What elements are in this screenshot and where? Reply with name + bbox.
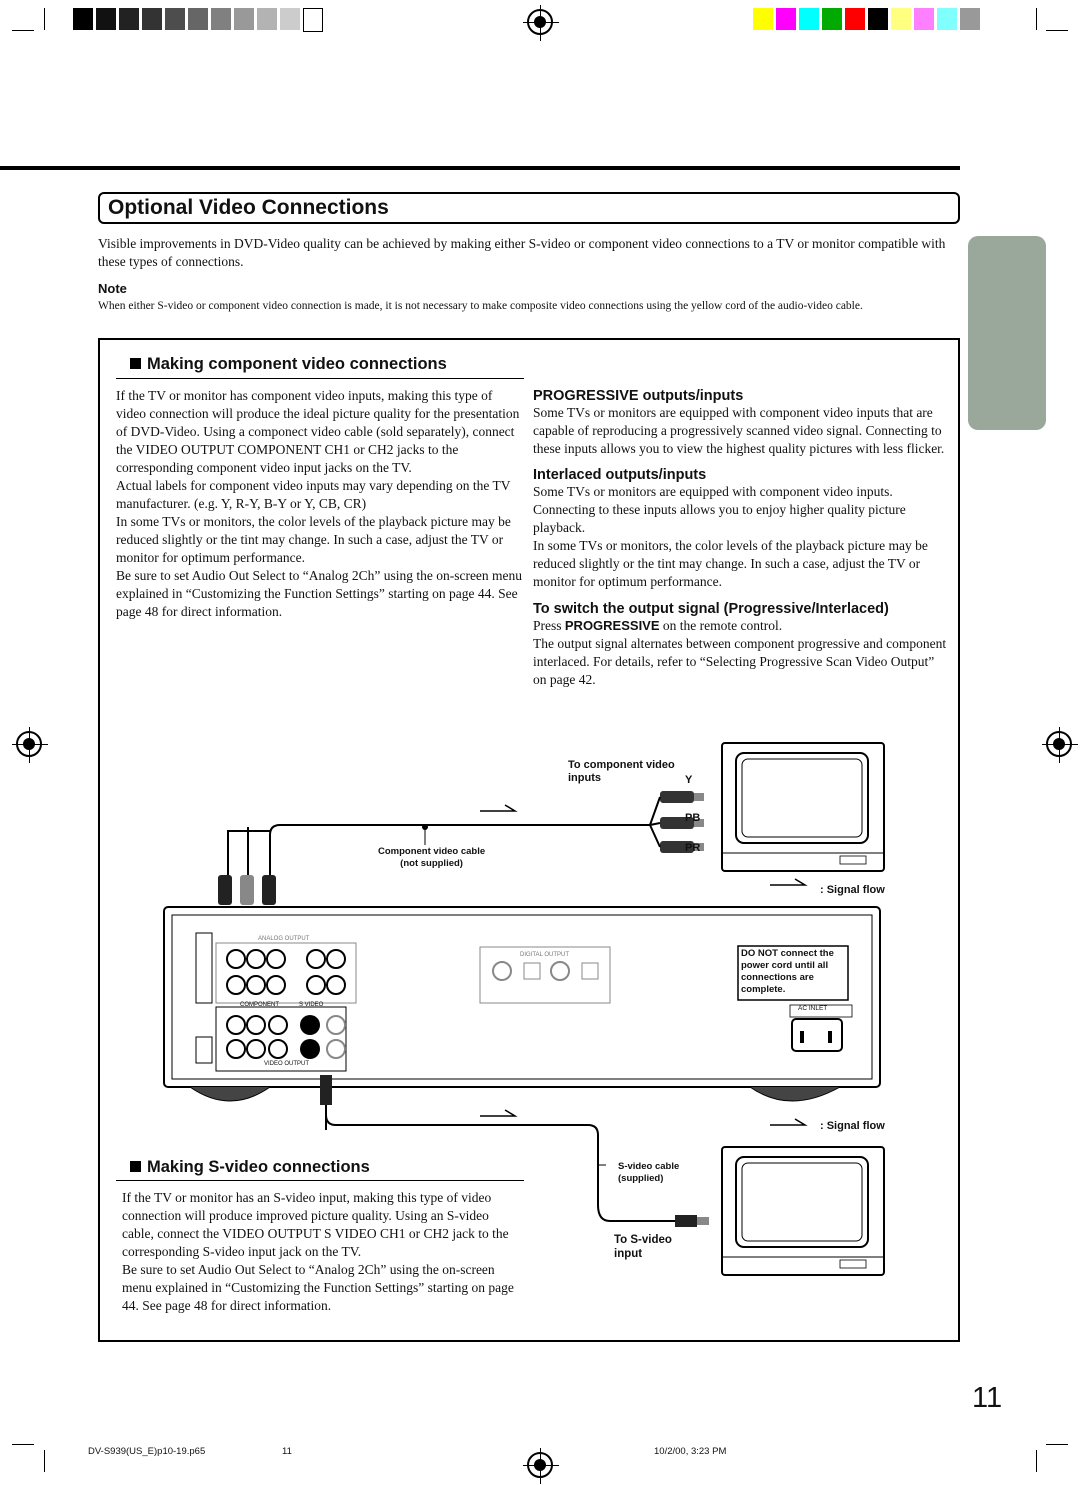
note-heading: Note bbox=[98, 281, 127, 296]
analog-output-label: ANALOG OUTPUT bbox=[258, 936, 310, 942]
color-swatch bbox=[776, 8, 796, 30]
component-p2: Actual labels for component video inputs may vary depending on the TV manufacturer. (e.g. Y, R-Y, B-Y or Y, CB, CR) bbox=[116, 478, 511, 511]
footer-sheet: 11 bbox=[282, 1446, 292, 1457]
side-tab bbox=[968, 236, 1046, 430]
registration-mark-icon bbox=[16, 731, 42, 757]
label-line: Component video cable bbox=[378, 846, 486, 857]
registration-mark-icon bbox=[527, 1452, 553, 1478]
label-line: (supplied) bbox=[618, 1173, 664, 1184]
svideo-jack-label: S VIDEO bbox=[299, 1002, 324, 1008]
interlaced-heading: Interlaced outputs/inputs bbox=[533, 467, 707, 483]
divider bbox=[116, 378, 524, 379]
crop-mark bbox=[1036, 8, 1037, 30]
warning-line: power cord until all bbox=[741, 960, 829, 971]
divider bbox=[116, 1180, 524, 1181]
jack-pb-label: PB bbox=[685, 812, 701, 824]
to-component-inputs-label bbox=[568, 759, 675, 785]
label-line: input bbox=[614, 1248, 643, 1260]
svideo-p2: Be sure to set Audio Out Select to “Analog 2Ch” using the on-screen menu explained in “Customizing the Function Settings” starting on page 44. See page 48 for direct information. bbox=[122, 1262, 514, 1313]
gray-swatch bbox=[73, 8, 93, 30]
warning-line: DO NOT connect the bbox=[741, 948, 834, 959]
signal-flow-legend: : Signal flow bbox=[820, 884, 885, 896]
ac-inlet-label: AC INLET bbox=[798, 1005, 828, 1012]
crop-mark bbox=[1036, 1450, 1037, 1472]
power-warning-box bbox=[741, 948, 834, 996]
label-line: (not supplied) bbox=[400, 858, 463, 869]
svideo-p1: If the TV or monitor has an S-video input, making this type of video connection will produce improved picture quality. Using an S-video cable, connect the VIDEO OUTPUT S VIDEO CH1 or CH2 jack to the corresponding S-video input jack on the TV. bbox=[122, 1190, 509, 1259]
component-heading: Making component video connections bbox=[130, 355, 447, 374]
color-swatch bbox=[937, 8, 957, 30]
svideo-cable-label bbox=[618, 1161, 679, 1185]
svideo-text bbox=[122, 1189, 522, 1315]
warning-line: connections are bbox=[741, 972, 814, 983]
color-swatch bbox=[845, 8, 865, 30]
press-suffix: on the remote control. bbox=[659, 618, 783, 633]
interlaced-p1: Some TVs or monitors are equipped with component video inputs. Connecting to these inputs allows you to enjoy higher quality picture playback. bbox=[533, 484, 906, 535]
crop-mark bbox=[1046, 1444, 1068, 1445]
gray-swatch bbox=[96, 8, 116, 30]
right-column bbox=[533, 388, 951, 689]
press-prefix: Press bbox=[533, 618, 565, 633]
page-number: 11 bbox=[972, 1382, 1003, 1414]
gray-swatch bbox=[165, 8, 185, 30]
switch-heading: To switch the output signal (Progressive/Interlaced) bbox=[533, 601, 889, 617]
digital-output-label: DIGITAL OUTPUT bbox=[520, 952, 570, 958]
tv-bottom-icon bbox=[722, 1147, 884, 1275]
component-text bbox=[116, 387, 524, 621]
component-p1: If the TV or monitor has component video inputs, making this type of video connection will produce the ideal picture quality for the presentation of DVD-Video. Using a componect video cable (sold separately), connect the VIDEO OUTPUT COMPONENT CH1 or CH2 jacks to the corresponding component video input jacks on the TV. bbox=[116, 388, 520, 475]
label-line: To S-video bbox=[614, 1234, 672, 1246]
color-swatch bbox=[914, 8, 934, 30]
top-rule bbox=[0, 166, 960, 170]
color-swatch bbox=[799, 8, 819, 30]
intro-text: Visible improvements in DVD-Video quality can be achieved by making either S-video or component video connections to a TV or monitor compatible with these types of connections. bbox=[98, 236, 946, 269]
progressive-heading: PROGRESSIVE outputs/inputs bbox=[533, 388, 744, 404]
crop-mark bbox=[44, 1450, 45, 1472]
switch-press-line bbox=[533, 617, 951, 635]
note-text: When either S-video or component video connection is made, it is not necessary to make composite video connections using the yellow cord of the audio-video cable. bbox=[98, 300, 863, 312]
crop-mark bbox=[1046, 30, 1068, 31]
progressive-text: Some TVs or monitors are equipped with component video inputs that are capable of reproducing a progressively scanned video signal. Connecting to these inputs allows you to view the highest quality pictures with less flicker. bbox=[533, 405, 945, 456]
video-output-label: VIDEO OUTPUT bbox=[264, 1061, 310, 1067]
component-cable-label bbox=[378, 846, 485, 870]
page-title: Optional Video Connections bbox=[98, 192, 960, 224]
color-swatch bbox=[960, 8, 980, 30]
jack-pr-label: PR bbox=[685, 842, 701, 854]
interlaced-p2: In some TVs or monitors, the color levels of the playback picture may be reduced slightly or the tint may change. In such a case, adjust the TV or monitor for optimum performance. bbox=[533, 538, 928, 589]
color-swatch bbox=[822, 8, 842, 30]
gray-swatch bbox=[234, 8, 254, 30]
switch-text: The output signal alternates between component progressive and component interlaced. For details, refer to “Selecting Progressive Scan Video Output” on page 42. bbox=[533, 636, 947, 687]
gray-swatch bbox=[119, 8, 139, 30]
gray-swatch bbox=[188, 8, 208, 30]
component-jack-label: COMPONENT bbox=[240, 1002, 279, 1008]
color-swatch bbox=[868, 8, 888, 30]
footer-date: 10/2/00, 3:23 PM bbox=[654, 1446, 727, 1457]
component-p4: Be sure to set Audio Out Select to “Analog 2Ch” using the on-screen menu explained in “Customizing the Function Settings” starting on page 44. See page 48 for direct information. bbox=[116, 568, 523, 619]
tv-top-icon bbox=[722, 743, 884, 871]
crop-mark bbox=[12, 30, 34, 31]
crop-mark bbox=[44, 8, 45, 30]
registration-mark-icon bbox=[1046, 731, 1072, 757]
bullet-square-icon bbox=[130, 358, 141, 369]
gray-swatch bbox=[142, 8, 162, 30]
label-line: inputs bbox=[568, 772, 601, 784]
crop-mark bbox=[12, 1444, 34, 1445]
rca-plugs-icon bbox=[218, 875, 276, 905]
gray-swatch bbox=[303, 8, 323, 32]
label-line: To component video bbox=[568, 759, 675, 771]
bullet-square-icon bbox=[130, 1161, 141, 1172]
footer-filename: DV-S939(US_E)p10-19.p65 bbox=[88, 1446, 206, 1457]
label-line: S-video cable bbox=[618, 1161, 680, 1172]
signal-flow-legend: : Signal flow bbox=[820, 1120, 885, 1132]
gray-swatch bbox=[257, 8, 277, 30]
gray-swatch bbox=[211, 8, 231, 30]
registration-mark-icon bbox=[527, 9, 553, 35]
warning-line: complete. bbox=[741, 984, 786, 995]
color-swatch bbox=[891, 8, 911, 30]
svideo-heading: Making S-video connections bbox=[130, 1158, 370, 1177]
color-swatch bbox=[753, 8, 773, 30]
progressive-key-label: PROGRESSIVE bbox=[564, 618, 660, 633]
gray-swatch bbox=[280, 8, 300, 30]
to-svideo-input-label bbox=[614, 1233, 672, 1261]
component-p3: In some TVs or monitors, the color levels of the playback picture may be reduced slightly or the tint may change. In such a case, adjust the TV or monitor for optimum performance. bbox=[116, 514, 511, 565]
jack-y-label: Y bbox=[685, 774, 693, 786]
